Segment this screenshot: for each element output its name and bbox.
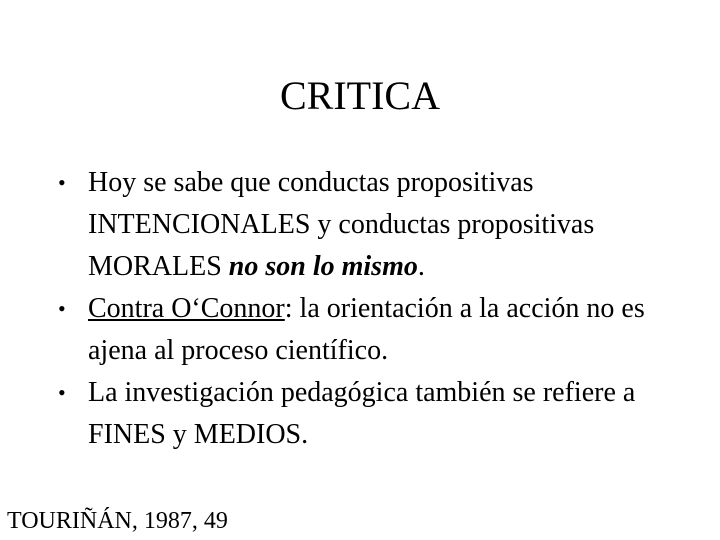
bullet-icon: • — [58, 170, 66, 195]
bullet-emphasis: no son lo mismo — [228, 251, 418, 282]
bullet-list — [58, 162, 678, 456]
bullet-text: : la orientación a la acción no es ajena al proceso científico. — [88, 293, 645, 366]
bullet-text: La investigación pedagógica también se refiere a FINES y MEDIOS. — [88, 377, 636, 450]
citation: TOURIÑÁN, 1987, 49 — [7, 508, 228, 534]
bullet-item-oconnor — [58, 288, 678, 372]
slide-title: CRITICA — [280, 73, 440, 118]
bullet-item-fines-medios — [58, 372, 678, 456]
bullet-text: Hoy se sabe que conductas propositivas INTENCIONALES y conductas propositivas MORALES — [88, 167, 595, 282]
bullet-icon: • — [58, 296, 66, 321]
bullet-text-end: . — [417, 251, 425, 282]
bullet-item-intencionales-morales — [58, 162, 678, 288]
bullet-underlined-text: Contra O‘Connor — [88, 293, 285, 324]
bullet-icon: • — [58, 380, 66, 405]
